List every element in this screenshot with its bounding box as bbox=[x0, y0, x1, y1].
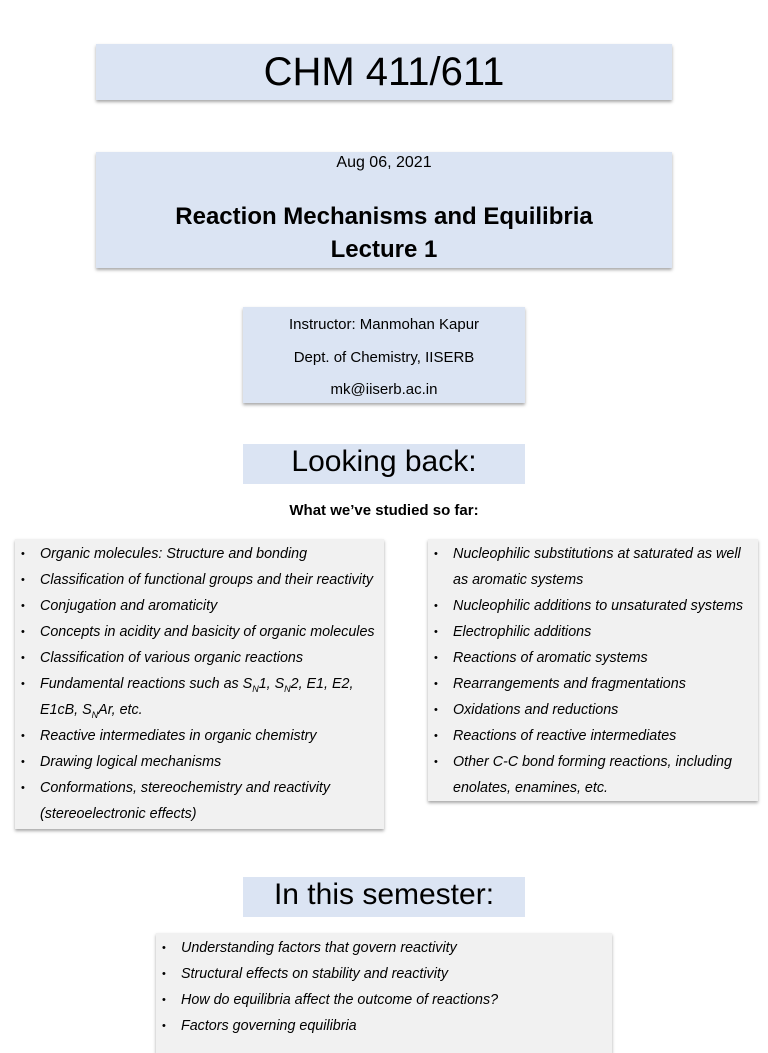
lecture-info-box bbox=[96, 152, 672, 268]
lecture-number: Lecture 1 bbox=[330, 236, 438, 263]
sn-text-post: Ar, etc. bbox=[98, 702, 143, 718]
sn-text-mid1: 1, S bbox=[258, 676, 285, 692]
list-item: • Reactions of reactive intermediates bbox=[428, 723, 758, 749]
list-item: • Structural effects on stability and reactivity bbox=[156, 961, 612, 987]
list-item: • Oxidations and reductions bbox=[428, 697, 758, 723]
list-item: • Classification of functional groups and their reactivity bbox=[15, 567, 384, 593]
list-item: • Conformations, stereochemistry and reactivity (stereoelectronic effects) bbox=[15, 775, 384, 827]
list-item: • Concepts in acidity and basicity of organic molecules bbox=[15, 619, 384, 645]
studied-list-left bbox=[15, 539, 384, 829]
subscript-n: N bbox=[91, 709, 99, 720]
list-item: • Rearrangements and fragmentations bbox=[428, 671, 758, 697]
semester-heading: In this semester: bbox=[243, 877, 525, 917]
list-item: • Reactive intermediates in organic chemistry bbox=[15, 723, 384, 749]
list-item: • Conjugation and aromaticity bbox=[15, 593, 384, 619]
list-item bbox=[15, 671, 384, 723]
list-item: • Classification of various organic reactions bbox=[15, 645, 384, 671]
list-item: • Other C-C bond forming reactions, including enolates, enamines, etc. bbox=[428, 749, 758, 801]
studied-list-right bbox=[428, 539, 758, 801]
course-code: CHM 411/611 bbox=[263, 50, 505, 94]
instructor-email: mk@iiserb.ac.in bbox=[330, 381, 438, 398]
lecture-title bbox=[96, 200, 672, 266]
list-item: • Nucleophilic substitutions at saturated as well as aromatic systems bbox=[428, 541, 758, 593]
course-title-box bbox=[96, 44, 672, 100]
sn-text-pre: Fundamental reactions such as S bbox=[40, 676, 253, 692]
list-item: • How do equilibria affect the outcome of reactions? bbox=[156, 987, 612, 1013]
lecture-date: Aug 06, 2021 bbox=[336, 154, 432, 171]
looking-back-heading: Looking back: bbox=[243, 444, 525, 484]
list-item: • Drawing logical mechanisms bbox=[15, 749, 384, 775]
list-item: • Reactions of aromatic systems bbox=[428, 645, 758, 671]
subscript-n: N bbox=[252, 683, 259, 694]
list-item: • Factors governing equilibria bbox=[156, 1013, 612, 1039]
list-item: • Nucleophilic additions to unsaturated systems bbox=[428, 593, 758, 619]
instructor-dept: Dept. of Chemistry, IISERB bbox=[293, 349, 475, 366]
list-item: • Electrophilic additions bbox=[428, 619, 758, 645]
sn-text-mid2: 2, E1, E2, E1cB, S bbox=[40, 676, 354, 718]
list-item: • Organic molecules: Structure and bonding bbox=[15, 541, 384, 567]
studied-subheading: What we’ve studied so far: bbox=[289, 502, 479, 519]
list-item: • Understanding factors that govern reactivity bbox=[156, 935, 612, 961]
instructor-name: Instructor: Manmohan Kapur bbox=[288, 316, 480, 333]
lecture-title-text: Reaction Mechanisms and Equilibria bbox=[175, 203, 593, 230]
instructor-box bbox=[243, 307, 525, 403]
subscript-n: N bbox=[284, 683, 291, 694]
semester-list bbox=[156, 933, 612, 1053]
